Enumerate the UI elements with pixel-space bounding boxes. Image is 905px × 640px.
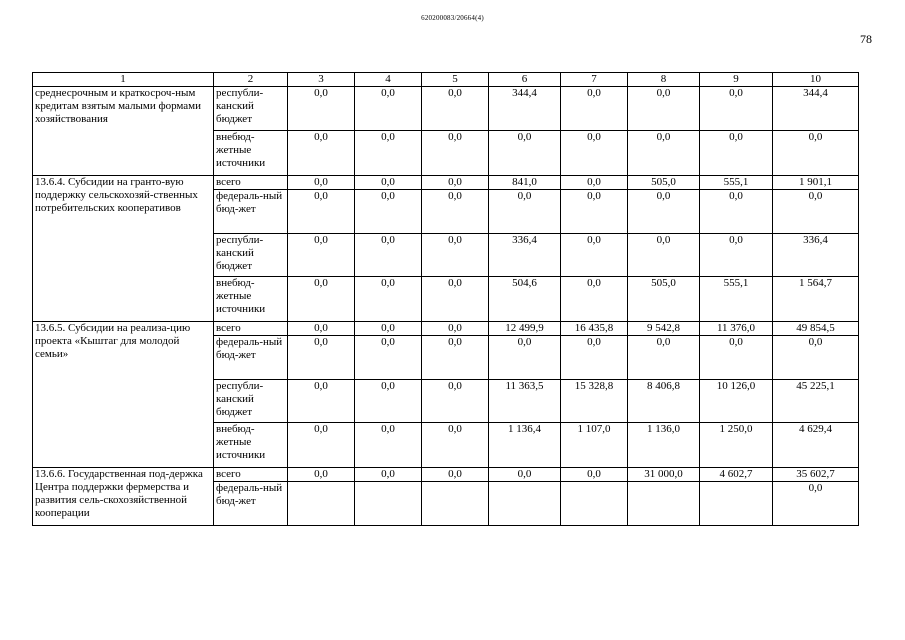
value-cell: 0,0 [561, 234, 628, 277]
value-cell: 0,0 [422, 468, 489, 482]
value-cell [700, 482, 773, 526]
value-cell: 0,0 [422, 131, 489, 176]
value-cell: 11 363,5 [489, 380, 561, 423]
column-header: 8 [628, 73, 700, 87]
value-cell: 0,0 [628, 234, 700, 277]
value-cell: 1 250,0 [700, 423, 773, 468]
value-cell: 0,0 [355, 190, 422, 234]
value-cell: 0,0 [288, 234, 355, 277]
column-header: 6 [489, 73, 561, 87]
value-cell: 0,0 [288, 87, 355, 131]
value-cell: 0,0 [700, 190, 773, 234]
value-cell [288, 482, 355, 526]
value-cell: 12 499,9 [489, 322, 561, 336]
table-body [33, 87, 859, 526]
funding-source: всего [214, 322, 288, 336]
value-cell: 0,0 [561, 190, 628, 234]
table-row [33, 87, 859, 131]
value-cell: 0,0 [288, 380, 355, 423]
value-cell: 35 602,7 [773, 468, 859, 482]
value-cell: 344,4 [489, 87, 561, 131]
value-cell: 0,0 [355, 423, 422, 468]
value-cell: 1 901,1 [773, 176, 859, 190]
value-cell: 0,0 [288, 176, 355, 190]
value-cell: 505,0 [628, 277, 700, 322]
value-cell: 0,0 [422, 87, 489, 131]
column-header: 3 [288, 73, 355, 87]
value-cell: 0,0 [561, 468, 628, 482]
funding-source: федераль-ный бюд-жет [214, 190, 288, 234]
value-cell: 0,0 [628, 87, 700, 131]
document-id: 620200083/20664(4) [421, 14, 484, 22]
funding-source: федераль-ный бюд-жет [214, 482, 288, 526]
value-cell: 0,0 [355, 277, 422, 322]
value-cell: 505,0 [628, 176, 700, 190]
funding-source: внебюд-жетные источники [214, 423, 288, 468]
value-cell: 0,0 [422, 322, 489, 336]
value-cell: 555,1 [700, 277, 773, 322]
column-header: 1 [33, 73, 214, 87]
value-cell: 0,0 [489, 336, 561, 380]
value-cell: 0,0 [422, 190, 489, 234]
column-header: 9 [700, 73, 773, 87]
value-cell: 0,0 [489, 131, 561, 176]
table-row [33, 322, 859, 336]
value-cell: 0,0 [700, 336, 773, 380]
value-cell: 0,0 [773, 482, 859, 526]
value-cell: 11 376,0 [700, 322, 773, 336]
value-cell: 0,0 [355, 131, 422, 176]
value-cell: 0,0 [288, 322, 355, 336]
value-cell [561, 482, 628, 526]
value-cell: 0,0 [422, 277, 489, 322]
value-cell: 15 328,8 [561, 380, 628, 423]
value-cell: 1 136,4 [489, 423, 561, 468]
measure-description: среднесрочным и краткосроч-ным кредитам взятым малыми формами хозяйствования [33, 87, 214, 176]
measure-description: 13.6.5. Субсидии на реализа-цию проекта «Кыштаг для молодой семьи» [33, 322, 214, 468]
funding-source: республи-канский бюджет [214, 234, 288, 277]
value-cell: 1 136,0 [628, 423, 700, 468]
header-row [33, 73, 859, 87]
value-cell: 0,0 [288, 277, 355, 322]
value-cell: 31 000,0 [628, 468, 700, 482]
value-cell: 0,0 [355, 87, 422, 131]
value-cell: 0,0 [355, 322, 422, 336]
value-cell: 0,0 [288, 423, 355, 468]
value-cell: 0,0 [288, 336, 355, 380]
value-cell [489, 482, 561, 526]
value-cell: 0,0 [489, 190, 561, 234]
value-cell: 0,0 [288, 131, 355, 176]
value-cell: 4 629,4 [773, 423, 859, 468]
value-cell: 0,0 [422, 336, 489, 380]
value-cell: 0,0 [773, 131, 859, 176]
value-cell: 0,0 [561, 176, 628, 190]
value-cell: 0,0 [773, 190, 859, 234]
value-cell: 0,0 [561, 336, 628, 380]
value-cell: 0,0 [355, 468, 422, 482]
value-cell: 344,4 [773, 87, 859, 131]
value-cell: 16 435,8 [561, 322, 628, 336]
value-cell: 0,0 [561, 87, 628, 131]
value-cell: 0,0 [355, 234, 422, 277]
value-cell: 0,0 [628, 190, 700, 234]
column-header: 10 [773, 73, 859, 87]
funding-source: внебюд-жетные источники [214, 131, 288, 176]
value-cell: 0,0 [422, 423, 489, 468]
funding-source: внебюд-жетные источники [214, 277, 288, 322]
table-row [33, 468, 859, 482]
value-cell: 0,0 [422, 234, 489, 277]
column-header: 7 [561, 73, 628, 87]
value-cell: 45 225,1 [773, 380, 859, 423]
value-cell: 336,4 [489, 234, 561, 277]
value-cell: 0,0 [288, 190, 355, 234]
value-cell: 1 564,7 [773, 277, 859, 322]
funding-source: республи-канский бюджет [214, 380, 288, 423]
measure-description: 13.6.4. Субсидии на гранто-вую поддержку сельскохозяй-ственных потребительских кооперативов [33, 176, 214, 322]
value-cell: 0,0 [561, 277, 628, 322]
value-cell: 1 107,0 [561, 423, 628, 468]
column-header: 4 [355, 73, 422, 87]
value-cell: 504,6 [489, 277, 561, 322]
value-cell: 9 542,8 [628, 322, 700, 336]
value-cell: 0,0 [355, 336, 422, 380]
value-cell: 0,0 [700, 234, 773, 277]
value-cell: 555,1 [700, 176, 773, 190]
funding-source: всего [214, 176, 288, 190]
measure-description: 13.6.6. Государственная под-держка Центра поддержки фермерства и развития сель-скохозяйственной кооперации [33, 468, 214, 526]
value-cell: 0,0 [355, 380, 422, 423]
funding-source: федераль-ный бюд-жет [214, 336, 288, 380]
value-cell: 0,0 [489, 468, 561, 482]
value-cell: 49 854,5 [773, 322, 859, 336]
funding-source: всего [214, 468, 288, 482]
budget-table [32, 72, 859, 526]
value-cell: 4 602,7 [700, 468, 773, 482]
value-cell: 0,0 [422, 176, 489, 190]
value-cell: 841,0 [489, 176, 561, 190]
value-cell [628, 482, 700, 526]
value-cell [355, 482, 422, 526]
value-cell: 0,0 [773, 336, 859, 380]
value-cell: 0,0 [355, 176, 422, 190]
value-cell: 0,0 [700, 87, 773, 131]
value-cell: 0,0 [628, 131, 700, 176]
value-cell: 0,0 [628, 336, 700, 380]
page-number: 78 [860, 32, 872, 46]
value-cell [422, 482, 489, 526]
value-cell: 8 406,8 [628, 380, 700, 423]
table-row [33, 176, 859, 190]
value-cell: 336,4 [773, 234, 859, 277]
value-cell: 0,0 [561, 131, 628, 176]
funding-source: республи-канский бюджет [214, 87, 288, 131]
value-cell: 0,0 [422, 380, 489, 423]
column-header: 5 [422, 73, 489, 87]
column-header: 2 [214, 73, 288, 87]
value-cell: 0,0 [288, 468, 355, 482]
value-cell: 0,0 [700, 131, 773, 176]
value-cell: 10 126,0 [700, 380, 773, 423]
